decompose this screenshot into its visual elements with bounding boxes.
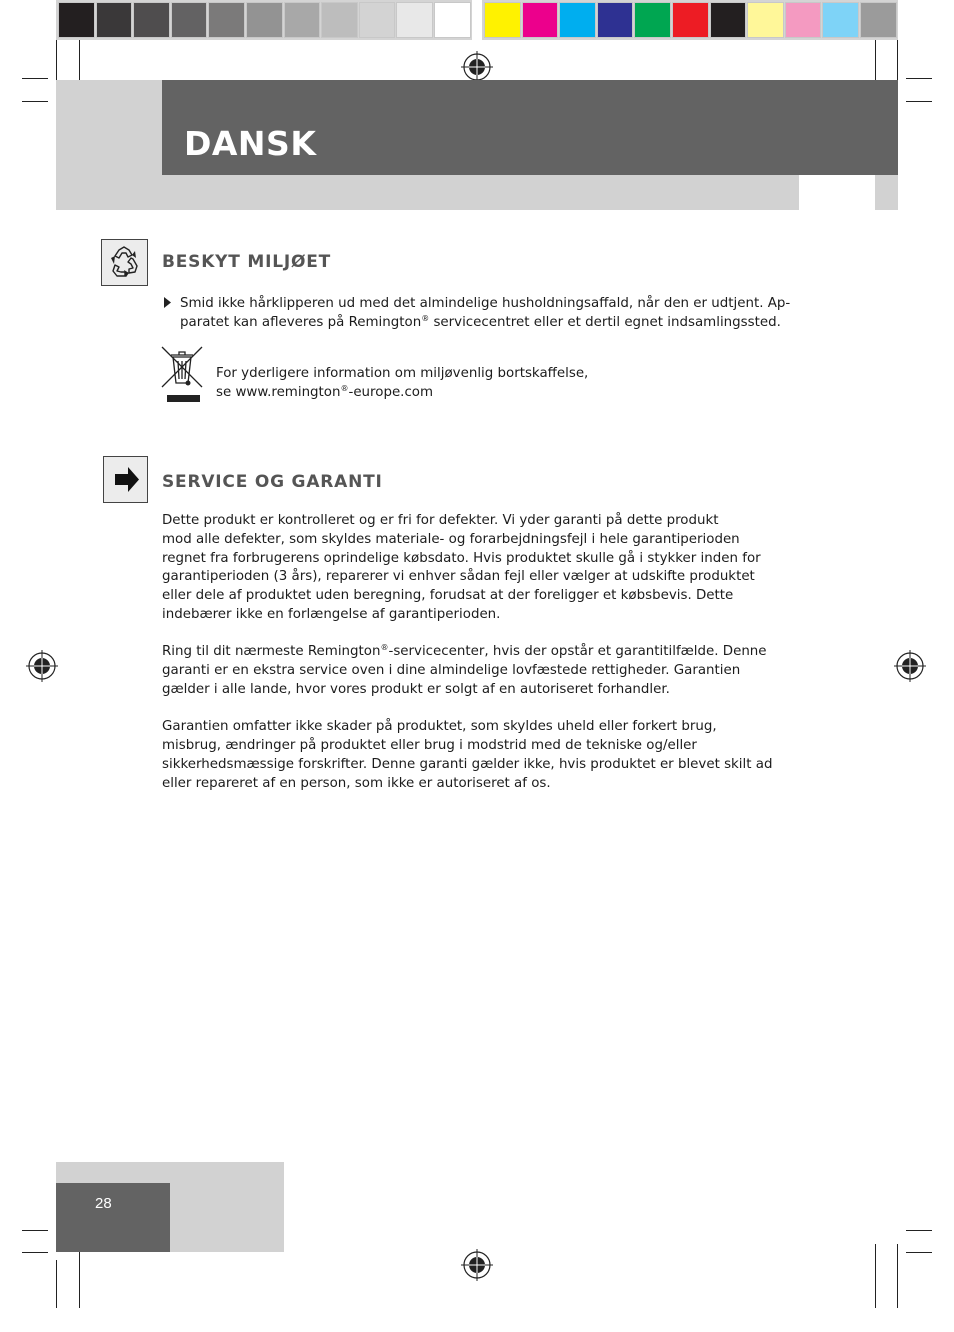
registered-mark: ® (421, 313, 430, 323)
registration-mark-icon (894, 650, 926, 682)
process-color-swatch (634, 2, 671, 38)
grey-swatch (133, 2, 170, 38)
registered-mark: ® (380, 643, 389, 653)
grey-swatch (396, 2, 433, 38)
process-color-swatch (710, 2, 747, 38)
process-color-swatch (559, 2, 596, 38)
service-heading: SERVICE OG GARANTI (162, 472, 383, 492)
environment-bullet-line2: paratet kan afleveres på Remington® servicecentret eller et dertil egnet indsamlingssted. (180, 313, 781, 330)
process-color-swatch (747, 2, 784, 38)
service-paragraph-2: Ring til dit nærmeste Remington®-servicecenter, hvis der opstår et garantitilfælde. Denne garanti er en ekstra service oven i dine almindelige lovfæstede rettigheder. Garantien gælder i alle lande, hvor vores produkt er solgt af en autoriseret forhandler. (162, 643, 767, 697)
registration-mark-icon (26, 650, 58, 682)
environment-bullet-text (180, 295, 820, 333)
bullet-arrow-icon (163, 296, 172, 309)
process-color-swatch (522, 2, 559, 38)
registered-mark: ® (340, 383, 349, 393)
recycle-icon (102, 240, 147, 285)
environment-info-line1: For yderligere information om miljøvenlig bortskaffelse, (216, 366, 589, 381)
header-band-light-right (875, 175, 898, 210)
grey-swatch (246, 2, 283, 38)
arrow-icon-box (103, 456, 148, 503)
service-paragraph-3: Garantien omfatter ikke skader på produktet, som skyldes uheld eller forkert brug, misbrug, ændringer på produktet eller brug i modstrid med de tekniske og/eller sikkerhedsmæssige forskrifter. Denne garanti gælder ikke, hvis produktet er blevet skilt ad eller repareret af en person, som ikke er autoriseret af os. (162, 719, 773, 791)
grey-swatch (96, 2, 133, 38)
arrow-right-icon (104, 457, 147, 502)
grey-swatch (284, 2, 321, 38)
process-color-swatch (822, 2, 859, 38)
grey-swatch (321, 2, 358, 38)
process-color-swatch (484, 2, 521, 38)
service-paragraph-1: Dette produkt er kontrolleret og er fri for defekter. Vi yder garanti på dette produkt mod alle defekter, som skyldes materiale- og forarbejdningsfejl i hele garantiperioden regnet fra forbrugerens oprindelige købsdato. Hvis produktet skulle gå i stykker inden for garantiperioden (3 års), reparerer vi enhver sådan fejl eller vælger at udskifte produktet eller dele af produktet uden beregning, forudsat at der foreligger et købsbevis. Dette indebærer ikke en forlængelse af garantiperioden. (162, 513, 761, 622)
registration-mark-icon (461, 51, 493, 83)
grey-swatch (359, 2, 396, 38)
page-number: 28 (95, 1195, 112, 1212)
process-color-swatch (597, 2, 634, 38)
page-title: DANSK (184, 124, 317, 163)
grey-swatch (208, 2, 245, 38)
environment-info-line2: se www.remington®-europe.com (216, 383, 434, 400)
environment-heading: BESKYT MILJØET (162, 252, 332, 272)
footer-band-dark (56, 1183, 170, 1252)
process-color-swatch (672, 2, 709, 38)
service-body (162, 512, 802, 812)
grey-swatch (171, 2, 208, 38)
process-color-swatch (785, 2, 822, 38)
registration-mark-icon (461, 1249, 493, 1281)
crossed-out-bin-icon (160, 345, 204, 405)
grey-swatch (58, 2, 95, 38)
process-color-swatch (860, 2, 897, 38)
environment-info-text (216, 365, 776, 403)
environment-bullet-line1: Smid ikke hårklipperen ud med det almindelige husholdningsaffald, når den er udtjent. Ap- (180, 296, 791, 311)
grey-swatch (434, 2, 471, 38)
recycle-icon-box (101, 239, 148, 286)
